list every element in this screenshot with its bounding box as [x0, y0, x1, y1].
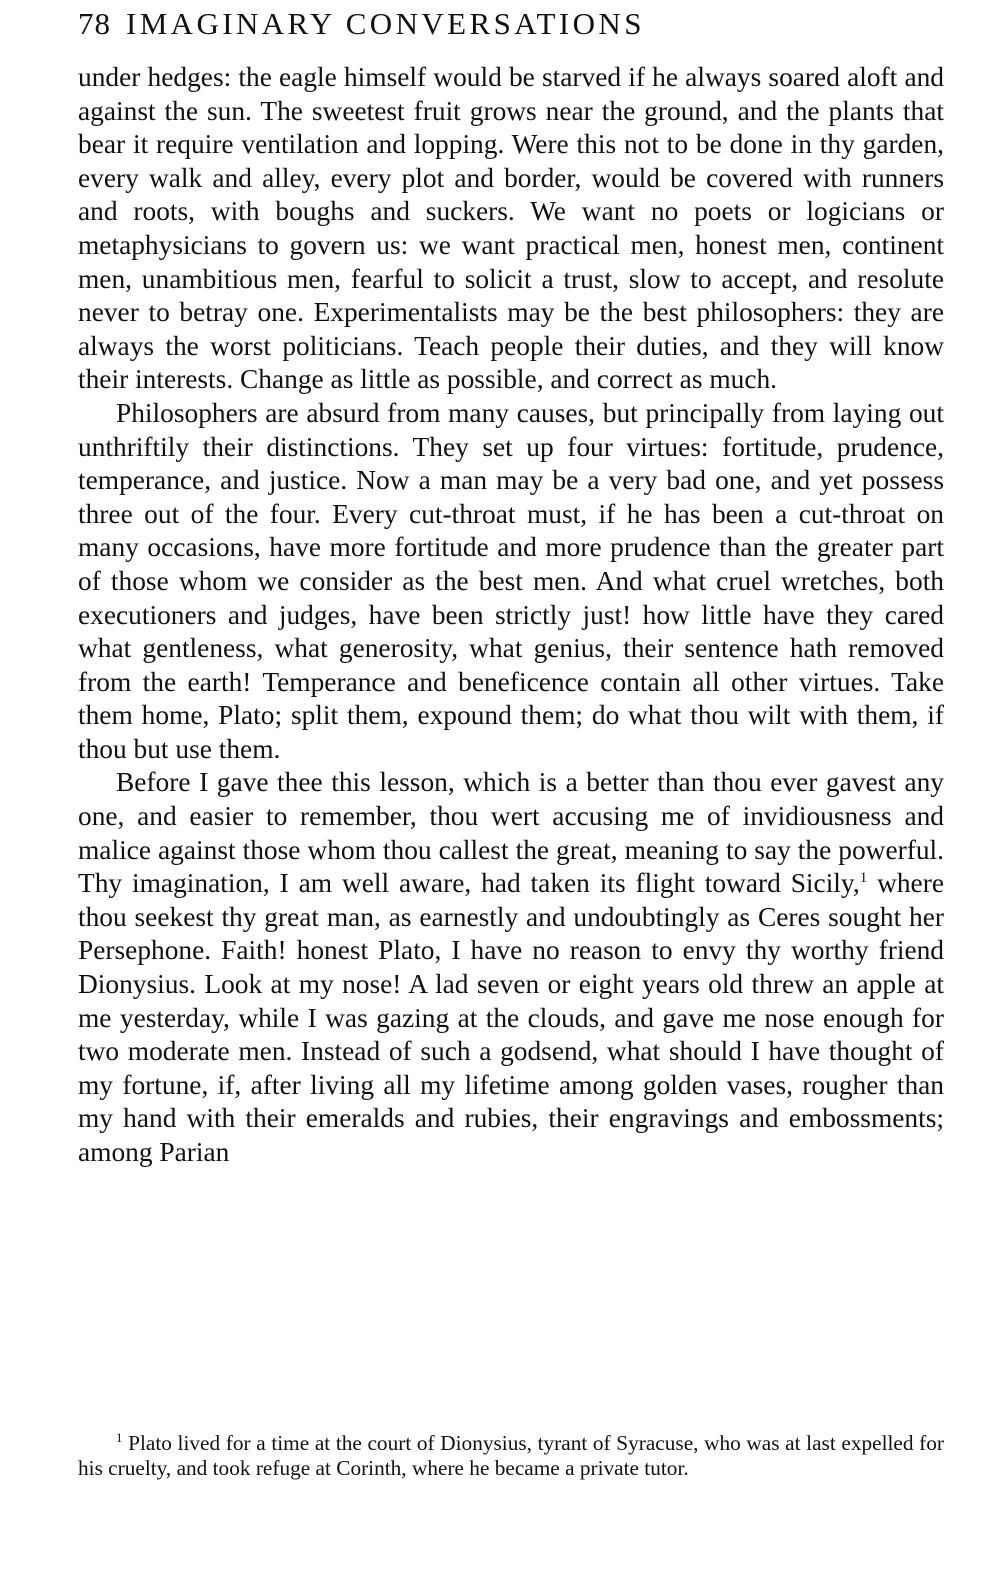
- paragraph-philosophers: Philosophers are absurd from many causes, but principally from laying out unthriftily their distinctions. They set up four virtues: fortitude, prudence, temperance, and justice. Now a man may be a very bad one, and yet possess three out of the four. Every cut-throat must, if he has been a cut-throat on many occasions, have more fortitude and more prudence than the greater part of those whom we consider as the best men. And what cruel wretches, both executioners and judges, have been strictly just! how little have they cared what gentleness, what generosity, what genius, their sentence hath removed from the earth! Temperance and beneficence contain all other virtues. Take them home, Plato; split them, expound them; do what thou wilt with them, if thou but use them.: [78, 397, 944, 764]
- footnote-mark: 1: [116, 1429, 123, 1445]
- footnotes: [78, 1431, 944, 1481]
- paragraph-lesson-part-1: Before I gave thee this lesson, which is a better than thou ever gavest any one, and easier to remember, thou wert accusing me of invidiousness and malice against those whom thou callest the great, meaning to say the powerful. Thy imagination, I am well aware, had taken its flight toward Sicily,: [78, 767, 944, 899]
- page-header: [78, 4, 944, 44]
- paragraph-continued: under hedges: the eagle himself would be starved if he always soared aloft and against the sun. The sweetest fruit grows near the ground, and the plants that bear it require ventilation and lopping. Were this not to be done in thy garden, every walk and alley, every plot and border, would be covered with runners and roots, with boughs and suckers. We want no poets or logicians or metaphysicians to govern us: we want practical men, honest men, continent men, unambitious men, fearful to solicit a trust, slow to accept, and resolute never to betray one. Experimentalists may be the best philosophers: they are always the worst politicians. Teach people their duties, and they will know their interests. Change as little as possible, and correct as much.: [78, 62, 944, 395]
- footnote-text: Plato lived for a time at the court of Dionysius, tyrant of Syracuse, who was at last expelled for his cruelty, and took refuge at Corinth, where he became a private tutor.: [78, 1431, 944, 1480]
- paragraph-lesson: [78, 766, 944, 1169]
- book-page: [78, 0, 944, 1480]
- page-number: 78: [78, 6, 111, 41]
- paragraph-lesson-part-2: where thou seekest thy great man, as earnestly and undoubtingly as Ceres sought her Persephone. Faith! honest Plato, I have no reason to envy thy worthy friend Dionysius. Look at my nose! A lad seven or eight years old threw an apple at me yesterday, while I was gazing at the clouds, and gave me nose enough for two moderate men. Instead of such a godsend, what should I have thought of my fortune, if, after living all my lifetime among golden vases, rougher than my hand with their emeralds and rubies, their engravings and embossments; among Parian: [78, 868, 944, 1167]
- running-head: IMAGINARY CONVERSATIONS: [126, 6, 645, 41]
- footnote-reference: 1: [859, 870, 868, 887]
- body-text: [78, 61, 944, 1170]
- footnote: [78, 1431, 944, 1481]
